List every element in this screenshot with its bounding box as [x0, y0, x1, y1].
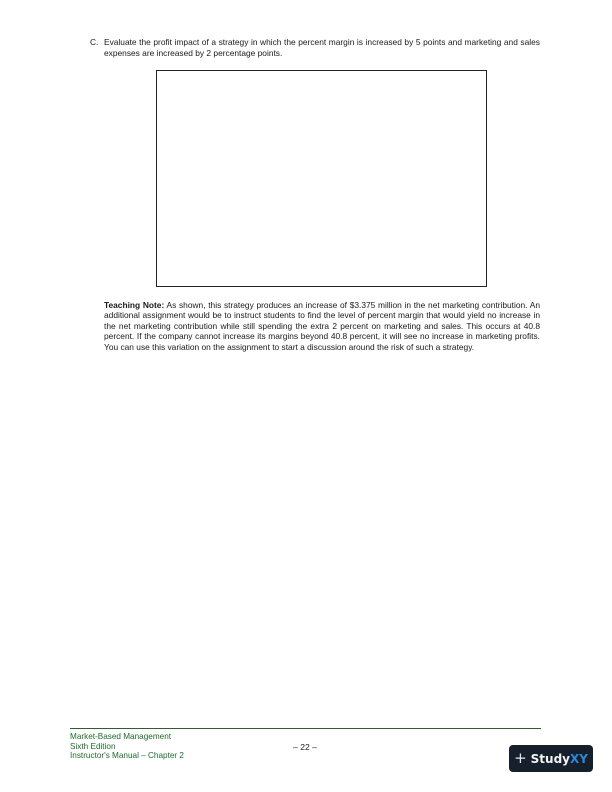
teaching-note-text: As shown, this strategy produces an increase of $3.375 million in the net marketing contribution. An additional assignment would be to instruct students to find the level of percent margin that would yield no increase in the net marketing contribution while still spending the extra 2 percent on marketing and sales. This occurs at 40.8 percent. If the company cannot increase its margins beyond 40.8 percent, it will see no increase in marketing profits. You can use this variation on the assignment to start a discussion around the risk of such a strategy.	[104, 300, 540, 352]
watermark-brand-xy: XY	[569, 751, 588, 766]
footer-manual: Instructor's Manual – Chapter 2	[70, 751, 184, 761]
question-c	[90, 37, 540, 58]
footer-info	[70, 732, 184, 761]
footer-book-title: Market-Based Management	[70, 732, 172, 741]
answer-box	[156, 70, 487, 287]
studyxy-watermark	[509, 745, 593, 772]
plus-icon: +	[514, 749, 527, 767]
teaching-note-label: Teaching Note:	[104, 300, 165, 310]
footer-edition: Sixth Edition	[70, 741, 116, 751]
question-text: Evaluate the profit impact of a strategy in which the percent margin is increased by 5 points and marketing and sales expenses are increased by 2 percentage points.	[104, 37, 540, 58]
page-number: – 22 –	[293, 742, 317, 752]
footer-divider	[70, 728, 541, 729]
watermark-brand-study: Study	[530, 751, 570, 766]
teaching-note	[104, 300, 540, 352]
question-letter: C.	[90, 37, 99, 47]
watermark-brand	[531, 752, 588, 766]
